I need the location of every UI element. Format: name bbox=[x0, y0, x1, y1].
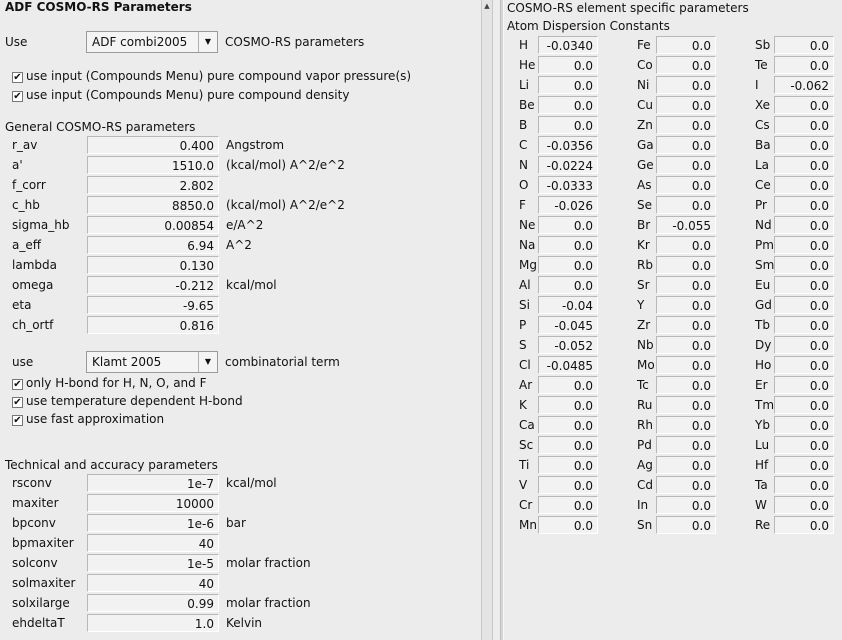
param-unit: kcal/mol bbox=[226, 476, 277, 490]
element-dispersion-input[interactable]: 0.0 bbox=[538, 76, 598, 94]
element-label: Cr bbox=[519, 498, 533, 512]
param-input[interactable]: 1e-6 bbox=[87, 514, 219, 532]
element-dispersion-input[interactable]: -0.04 bbox=[538, 296, 598, 314]
element-label: B bbox=[519, 118, 528, 132]
element-label: F bbox=[519, 198, 526, 212]
element-dispersion-input[interactable]: 0.0 bbox=[538, 376, 598, 394]
param-input[interactable]: 1e-5 bbox=[87, 554, 219, 572]
param-label: lambda bbox=[12, 258, 57, 272]
element-label: Nb bbox=[637, 338, 654, 352]
param-unit: molar fraction bbox=[226, 596, 311, 610]
element-dispersion-input[interactable]: 0.0 bbox=[774, 276, 834, 294]
element-dispersion-input[interactable]: 0.0 bbox=[774, 296, 834, 314]
element-dispersion-input[interactable]: 0.0 bbox=[538, 96, 598, 114]
param-input[interactable]: -9.65 bbox=[87, 296, 219, 314]
element-dispersion-input[interactable]: -0.062 bbox=[774, 76, 834, 94]
element-dispersion-input[interactable]: 0.0 bbox=[538, 276, 598, 294]
element-label: I bbox=[755, 78, 759, 92]
param-label: c_hb bbox=[12, 198, 40, 212]
element-label: Mo bbox=[637, 358, 655, 372]
element-label: O bbox=[519, 178, 529, 192]
checkbox[interactable] bbox=[12, 397, 23, 408]
element-dispersion-input[interactable]: 0.0 bbox=[656, 176, 716, 194]
element-label: Ce bbox=[755, 178, 771, 192]
element-dispersion-input[interactable]: 0.0 bbox=[656, 356, 716, 374]
element-label: Ag bbox=[637, 458, 653, 472]
param-input[interactable]: 0.130 bbox=[87, 256, 219, 274]
element-dispersion-input[interactable]: 0.0 bbox=[656, 316, 716, 334]
element-label: Yb bbox=[755, 418, 770, 432]
element-label: Ne bbox=[519, 218, 536, 232]
element-label: Rh bbox=[637, 418, 653, 432]
element-dispersion-input[interactable]: 0.0 bbox=[656, 436, 716, 454]
checkmark-icon: ✔ bbox=[13, 72, 22, 83]
element-dispersion-input[interactable]: -0.052 bbox=[538, 336, 598, 354]
element-dispersion-input[interactable]: 0.0 bbox=[774, 216, 834, 234]
panel-title: ADF COSMO-RS Parameters bbox=[5, 0, 192, 14]
param-label: solconv bbox=[12, 556, 58, 570]
param-input[interactable]: 40 bbox=[87, 534, 219, 552]
element-label: Tc bbox=[637, 378, 649, 392]
element-label: Na bbox=[519, 238, 536, 252]
element-dispersion-input[interactable]: 0.0 bbox=[656, 416, 716, 434]
element-label: Cl bbox=[519, 358, 531, 372]
element-label: Gd bbox=[755, 298, 772, 312]
left-scrollbar[interactable] bbox=[481, 0, 493, 640]
element-label: Sr bbox=[637, 278, 650, 292]
element-dispersion-input[interactable]: 0.0 bbox=[656, 236, 716, 254]
element-dispersion-input[interactable]: 0.0 bbox=[656, 496, 716, 514]
element-dispersion-input[interactable]: 0.0 bbox=[656, 196, 716, 214]
element-label: Pd bbox=[637, 438, 652, 452]
element-dispersion-input[interactable]: 0.0 bbox=[774, 96, 834, 114]
combinatorial-select[interactable] bbox=[86, 351, 218, 373]
element-dispersion-input[interactable]: 0.0 bbox=[774, 116, 834, 134]
element-dispersion-input[interactable]: 0.0 bbox=[656, 476, 716, 494]
element-label: Ge bbox=[637, 158, 654, 172]
param-input[interactable]: 0.99 bbox=[87, 594, 219, 612]
param-input[interactable]: 8850.0 bbox=[87, 196, 219, 214]
element-dispersion-input[interactable]: -0.0340 bbox=[538, 36, 598, 54]
use-suffix: COSMO-RS parameters bbox=[225, 35, 365, 49]
element-label: P bbox=[519, 318, 527, 332]
element-label: Ba bbox=[755, 138, 771, 152]
element-dispersion-input[interactable]: 0.0 bbox=[656, 336, 716, 354]
param-input[interactable]: 1.0 bbox=[87, 614, 219, 632]
element-label: Ta bbox=[755, 478, 768, 492]
param-label: bpconv bbox=[12, 516, 56, 530]
element-dispersion-input[interactable]: 0.0 bbox=[774, 56, 834, 74]
element-label: H bbox=[519, 38, 529, 52]
checkbox-label: use fast approximation bbox=[26, 412, 165, 426]
element-dispersion-input[interactable]: 0.0 bbox=[538, 516, 598, 534]
parameter-set-value: ADF combi2005 bbox=[92, 35, 188, 49]
element-dispersion-input[interactable]: 0.0 bbox=[656, 156, 716, 174]
param-unit: bar bbox=[226, 516, 246, 530]
element-dispersion-input[interactable]: 0.0 bbox=[774, 356, 834, 374]
element-label: He bbox=[519, 58, 536, 72]
element-dispersion-input[interactable]: 0.0 bbox=[774, 196, 834, 214]
element-label: Si bbox=[519, 298, 530, 312]
element-label: Sb bbox=[755, 38, 771, 52]
element-dispersion-input[interactable]: 0.0 bbox=[774, 496, 834, 514]
element-label: Er bbox=[755, 378, 768, 392]
param-input[interactable]: 10000 bbox=[87, 494, 219, 512]
element-dispersion-input[interactable]: 0.0 bbox=[656, 76, 716, 94]
element-label: Li bbox=[519, 78, 530, 92]
param-label: bpmaxiter bbox=[12, 536, 74, 550]
element-label: Sn bbox=[637, 518, 653, 532]
element-dispersion-input[interactable]: 0.0 bbox=[656, 396, 716, 414]
element-label: Co bbox=[637, 58, 653, 72]
general-heading: General COSMO-RS parameters bbox=[5, 120, 196, 134]
element-dispersion-input[interactable]: 0.0 bbox=[774, 416, 834, 434]
element-label: Eu bbox=[755, 278, 771, 292]
element-dispersion-input[interactable]: 0.0 bbox=[774, 456, 834, 474]
element-label: Tm bbox=[755, 398, 775, 412]
element-dispersion-input[interactable]: 0.0 bbox=[538, 396, 598, 414]
element-label: Mn bbox=[519, 518, 537, 532]
checkbox[interactable] bbox=[12, 91, 23, 102]
element-label: Te bbox=[755, 58, 768, 72]
element-dispersion-input[interactable]: 0.0 bbox=[656, 516, 716, 534]
element-dispersion-input[interactable]: 0.0 bbox=[538, 56, 598, 74]
element-dispersion-input[interactable]: -0.026 bbox=[538, 196, 598, 214]
param-label: f_corr bbox=[12, 178, 46, 192]
param-label: ch_ortf bbox=[12, 318, 54, 332]
param-input[interactable]: 0.00854 bbox=[87, 216, 219, 234]
param-input[interactable]: 2.802 bbox=[87, 176, 219, 194]
element-dispersion-input[interactable]: 0.0 bbox=[656, 116, 716, 134]
element-dispersion-input[interactable]: 0.0 bbox=[656, 296, 716, 314]
param-unit: A^2 bbox=[226, 238, 252, 252]
element-dispersion-input[interactable]: 0.0 bbox=[774, 396, 834, 414]
param-unit: e/A^2 bbox=[226, 218, 264, 232]
element-label: Dy bbox=[755, 338, 772, 352]
element-label: Nd bbox=[755, 218, 772, 232]
element-label: Lu bbox=[755, 438, 770, 452]
param-input[interactable]: 6.94 bbox=[87, 236, 219, 254]
param-unit: (kcal/mol) A^2/e^2 bbox=[226, 198, 345, 212]
element-label: S bbox=[519, 338, 527, 352]
element-label: W bbox=[755, 498, 767, 512]
checkbox[interactable] bbox=[12, 379, 23, 390]
element-dispersion-input[interactable]: 0.0 bbox=[774, 436, 834, 454]
element-label: Be bbox=[519, 98, 535, 112]
element-dispersion-input[interactable]: 0.0 bbox=[656, 56, 716, 74]
element-dispersion-input[interactable]: 0.0 bbox=[656, 456, 716, 474]
element-label: La bbox=[755, 158, 770, 172]
checkbox-label: use input (Compounds Menu) pure compound density bbox=[26, 88, 350, 102]
element-label: Xe bbox=[755, 98, 771, 112]
element-label: Rb bbox=[637, 258, 653, 272]
element-label: Tb bbox=[755, 318, 770, 332]
combinatorial-value: Klamt 2005 bbox=[92, 355, 162, 369]
element-label: K bbox=[519, 398, 527, 412]
element-label: Se bbox=[637, 198, 652, 212]
use-label: Use bbox=[5, 35, 28, 49]
element-label: Pr bbox=[755, 198, 767, 212]
param-label: sigma_hb bbox=[12, 218, 70, 232]
checkbox[interactable] bbox=[12, 72, 23, 83]
checkbox[interactable] bbox=[12, 415, 23, 426]
element-label: V bbox=[519, 478, 528, 492]
element-dispersion-input[interactable]: 0.0 bbox=[538, 216, 598, 234]
element-dispersion-input[interactable]: -0.045 bbox=[538, 316, 598, 334]
element-label: Re bbox=[755, 518, 771, 532]
dispersion-subtitle: Atom Dispersion Constants bbox=[507, 19, 670, 33]
element-label: Ru bbox=[637, 398, 653, 412]
param-input[interactable]: 0.816 bbox=[87, 316, 219, 334]
parameter-set-select[interactable] bbox=[86, 31, 218, 53]
param-label: solmaxiter bbox=[12, 576, 76, 590]
element-label: Hf bbox=[755, 458, 769, 472]
param-unit: molar fraction bbox=[226, 556, 311, 570]
element-dispersion-input[interactable]: 0.0 bbox=[538, 416, 598, 434]
param-unit: Angstrom bbox=[226, 138, 285, 152]
element-label: N bbox=[519, 158, 528, 172]
element-label: Pm bbox=[755, 238, 774, 252]
element-label: As bbox=[637, 178, 652, 192]
element-label: Br bbox=[637, 218, 651, 232]
element-dispersion-input[interactable]: 0.0 bbox=[656, 96, 716, 114]
element-label: Zn bbox=[637, 118, 653, 132]
element-label: Ar bbox=[519, 378, 533, 392]
element-label: Cs bbox=[755, 118, 770, 132]
element-label: Ti bbox=[519, 458, 530, 472]
chevron-down-icon: ▼ bbox=[198, 32, 217, 52]
element-label: Y bbox=[637, 298, 645, 312]
checkbox-label: use temperature dependent H-bond bbox=[26, 394, 243, 408]
param-label: rsconv bbox=[12, 476, 52, 490]
param-label: r_av bbox=[12, 138, 38, 152]
element-dispersion-input[interactable]: -0.055 bbox=[656, 216, 716, 234]
element-dispersion-input[interactable]: -0.0224 bbox=[538, 156, 598, 174]
element-dispersion-input[interactable]: 0.0 bbox=[538, 496, 598, 514]
element-dispersion-input[interactable]: 0.0 bbox=[774, 316, 834, 334]
param-label: omega bbox=[12, 278, 54, 292]
element-label: Kr bbox=[637, 238, 650, 252]
param-unit: (kcal/mol) A^2/e^2 bbox=[226, 158, 345, 172]
element-dispersion-input[interactable]: 0.0 bbox=[774, 136, 834, 154]
chevron-down-icon: ▼ bbox=[198, 352, 217, 372]
param-input[interactable]: 1510.0 bbox=[87, 156, 219, 174]
param-input[interactable]: 40 bbox=[87, 574, 219, 592]
checkmark-icon: ✔ bbox=[13, 397, 22, 408]
element-dispersion-input[interactable]: 0.0 bbox=[774, 256, 834, 274]
element-dispersion-input[interactable]: 0.0 bbox=[656, 276, 716, 294]
param-input[interactable]: -0.212 bbox=[87, 276, 219, 294]
param-label: a' bbox=[12, 158, 23, 172]
element-dispersion-input[interactable]: 0.0 bbox=[538, 116, 598, 134]
element-label: Cu bbox=[637, 98, 653, 112]
element-label: Ga bbox=[637, 138, 654, 152]
arrow-up-icon[interactable]: ▲ bbox=[484, 2, 490, 10]
element-label: Al bbox=[519, 278, 531, 292]
param-label: a_eff bbox=[12, 238, 42, 252]
panel-divider[interactable] bbox=[500, 0, 504, 640]
element-label: Ho bbox=[755, 358, 772, 372]
element-dispersion-input[interactable]: 0.0 bbox=[774, 516, 834, 534]
element-dispersion-input[interactable]: 0.0 bbox=[538, 236, 598, 254]
element-label: Cd bbox=[637, 478, 653, 492]
element-dispersion-input[interactable]: 0.0 bbox=[656, 136, 716, 154]
element-label: Ni bbox=[637, 78, 650, 92]
param-input[interactable]: 0.400 bbox=[87, 136, 219, 154]
element-dispersion-input[interactable]: 0.0 bbox=[538, 436, 598, 454]
element-dispersion-input[interactable]: 0.0 bbox=[656, 36, 716, 54]
element-dispersion-input[interactable]: 0.0 bbox=[774, 156, 834, 174]
element-dispersion-input[interactable]: 0.0 bbox=[774, 236, 834, 254]
param-input[interactable]: 1e-7 bbox=[87, 474, 219, 492]
element-dispersion-input[interactable]: 0.0 bbox=[774, 36, 834, 54]
checkbox-label: use input (Compounds Menu) pure compound vapor pressure(s) bbox=[26, 69, 412, 83]
element-label: Fe bbox=[637, 38, 651, 52]
checkbox-label: only H-bond for H, N, O, and F bbox=[26, 376, 207, 390]
element-dispersion-input[interactable]: 0.0 bbox=[774, 336, 834, 354]
element-dispersion-input[interactable]: -0.0485 bbox=[538, 356, 598, 374]
element-dispersion-input[interactable]: 0.0 bbox=[656, 256, 716, 274]
param-label: maxiter bbox=[12, 496, 59, 510]
element-dispersion-input[interactable]: 0.0 bbox=[774, 376, 834, 394]
element-label: Sm bbox=[755, 258, 775, 272]
param-label: ehdeltaT bbox=[12, 616, 65, 630]
element-dispersion-input[interactable]: 0.0 bbox=[538, 256, 598, 274]
element-label: C bbox=[519, 138, 528, 152]
technical-heading: Technical and accuracy parameters bbox=[5, 458, 218, 472]
comb-use-label: use bbox=[12, 355, 34, 369]
element-dispersion-input[interactable]: 0.0 bbox=[774, 476, 834, 494]
element-dispersion-input[interactable]: 0.0 bbox=[538, 476, 598, 494]
element-label: Ca bbox=[519, 418, 535, 432]
param-label: solxilarge bbox=[12, 596, 70, 610]
checkmark-icon: ✔ bbox=[13, 91, 22, 102]
element-dispersion-input[interactable]: 0.0 bbox=[774, 176, 834, 194]
param-unit: Kelvin bbox=[226, 616, 263, 630]
element-dispersion-input[interactable]: 0.0 bbox=[656, 376, 716, 394]
comb-suffix: combinatorial term bbox=[225, 355, 340, 369]
element-label: Mg bbox=[519, 258, 537, 272]
checkmark-icon: ✔ bbox=[13, 379, 22, 390]
element-label: Zr bbox=[637, 318, 651, 332]
checkmark-icon: ✔ bbox=[13, 415, 22, 426]
element-dispersion-input[interactable]: -0.0356 bbox=[538, 136, 598, 154]
element-label: Sc bbox=[519, 438, 534, 452]
element-label: In bbox=[637, 498, 649, 512]
param-label: eta bbox=[12, 298, 32, 312]
element-params-title: COSMO-RS element specific parameters bbox=[507, 1, 749, 15]
param-unit: kcal/mol bbox=[226, 278, 277, 292]
element-dispersion-input[interactable]: 0.0 bbox=[538, 456, 598, 474]
element-dispersion-input[interactable]: -0.0333 bbox=[538, 176, 598, 194]
